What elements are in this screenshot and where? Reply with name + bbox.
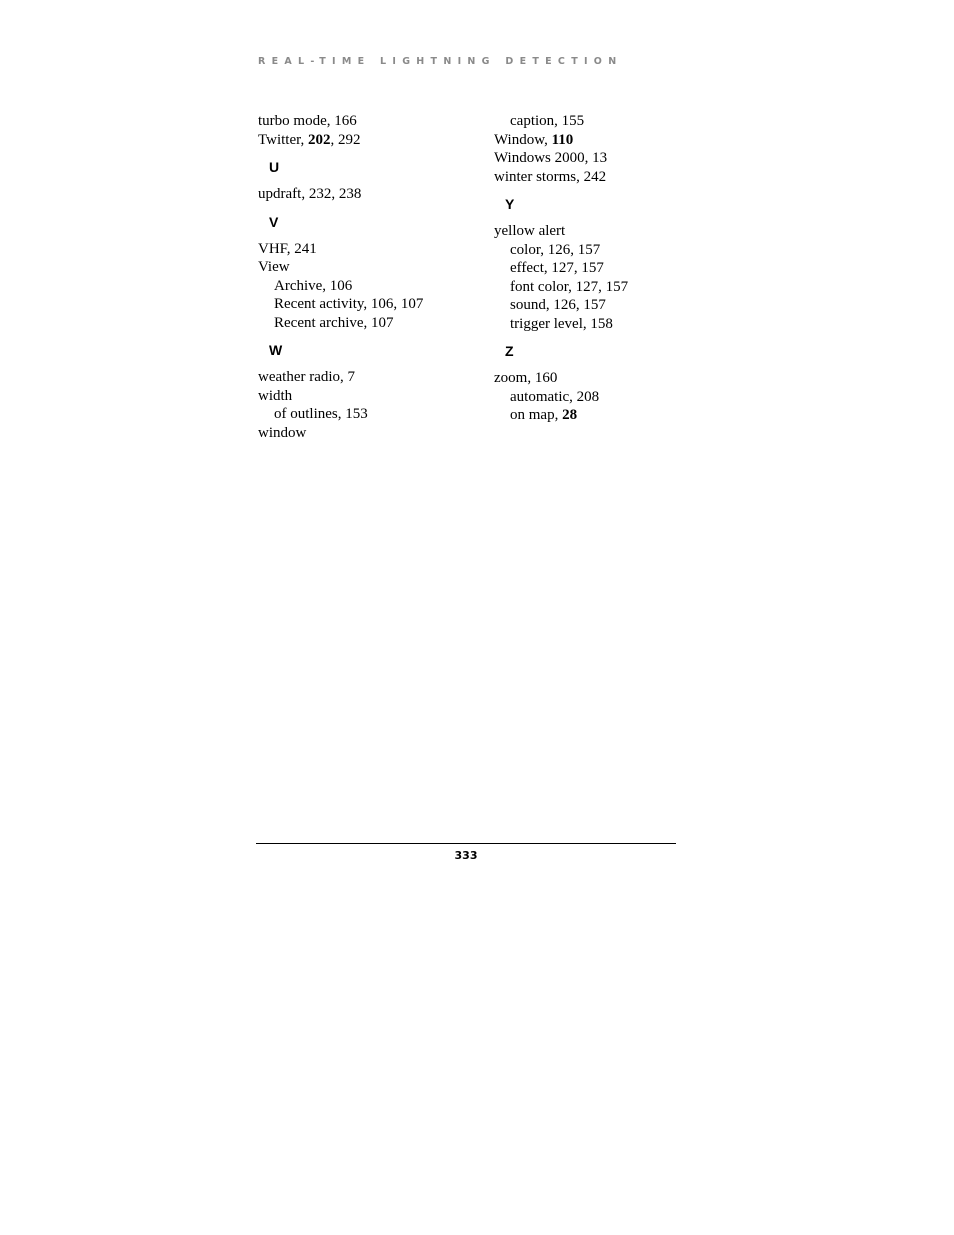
index-entry-text: updraft, 232, 238: [258, 186, 362, 202]
index-page-ref-primary: 28: [562, 407, 578, 423]
index-entry: [258, 424, 478, 443]
index-subentry: [258, 277, 478, 296]
index-subentry: [494, 241, 694, 260]
index-entry: [258, 240, 478, 259]
index-entry: [258, 112, 478, 131]
index-entry-text: , 292: [330, 131, 361, 148]
index-entry-text: Recent activity, 106, 107: [274, 296, 424, 312]
index-letter-heading: Z: [505, 343, 514, 359]
running-head: REAL-TIME LIGHTNING DETECTION: [258, 56, 623, 67]
index-entry: [494, 168, 694, 187]
index-entry-text: VHF, 241: [258, 240, 317, 257]
index-entry-text: View: [258, 259, 290, 275]
index-entry: [258, 387, 478, 406]
index-entry-text: caption, 155: [510, 113, 585, 129]
index-subentry: [494, 112, 694, 131]
index-letter-heading: V: [269, 213, 279, 230]
index-entry-text: Archive, 106: [274, 277, 353, 294]
index-entry: [494, 222, 694, 241]
index-entry: [258, 368, 478, 387]
index-entry-text: trigger level, 158: [510, 315, 613, 332]
index-entry-text: window: [258, 424, 307, 441]
index-entry-text: zoom, 160: [494, 370, 558, 386]
index-subentry: [258, 314, 478, 333]
index-entry: [494, 369, 694, 388]
index-entry-text: color, 126, 157: [510, 241, 601, 258]
index-subentry: [258, 405, 478, 424]
index-entry-text: Windows 2000, 13: [494, 150, 608, 166]
index-entry-text: winter storms, 242: [494, 168, 607, 185]
index-letter-heading: W: [269, 342, 283, 358]
index-entry: [494, 131, 694, 150]
index-subentry: [494, 406, 694, 425]
index-entry-text: Twitter,: [258, 131, 309, 148]
index-entry-text: sound, 126, 157: [510, 297, 606, 313]
index-entry: [258, 131, 478, 150]
index-subentry: [494, 388, 694, 407]
index-subentry: [494, 315, 694, 334]
index-column-right: [494, 112, 694, 425]
index-page-ref-primary: 110: [551, 131, 574, 148]
index-entry-text: on map,: [510, 407, 563, 423]
index-entry-text: effect, 127, 157: [510, 260, 604, 276]
index-entry-text: yellow alert: [494, 223, 566, 239]
index-entry: [258, 258, 478, 277]
index-entry: [258, 185, 478, 204]
index-entry-text: turbo mode, 166: [258, 113, 357, 129]
index-subentry: [494, 296, 694, 315]
index-entry-text: weather radio, 7: [258, 369, 356, 385]
index-letter-heading: Y: [505, 196, 515, 212]
index-entry-text: of outlines, 153: [274, 406, 368, 422]
page-number: 333: [454, 849, 478, 862]
index-entry: [494, 149, 694, 168]
index-page-ref-primary: 202: [308, 131, 331, 148]
index-subentry: [258, 295, 478, 314]
footer-rule: [256, 843, 676, 844]
index-entry-text: Recent archive, 107: [274, 314, 394, 331]
index-subentry: [494, 259, 694, 278]
index-entry-text: width: [258, 387, 293, 404]
index-entry-text: font color, 127, 157: [510, 278, 629, 295]
index-entry-text: Window,: [494, 131, 552, 148]
index-column-left: [258, 112, 478, 442]
index-entry-text: automatic, 208: [510, 388, 600, 405]
index-letter-heading: U: [269, 159, 280, 175]
index-subentry: [494, 278, 694, 297]
